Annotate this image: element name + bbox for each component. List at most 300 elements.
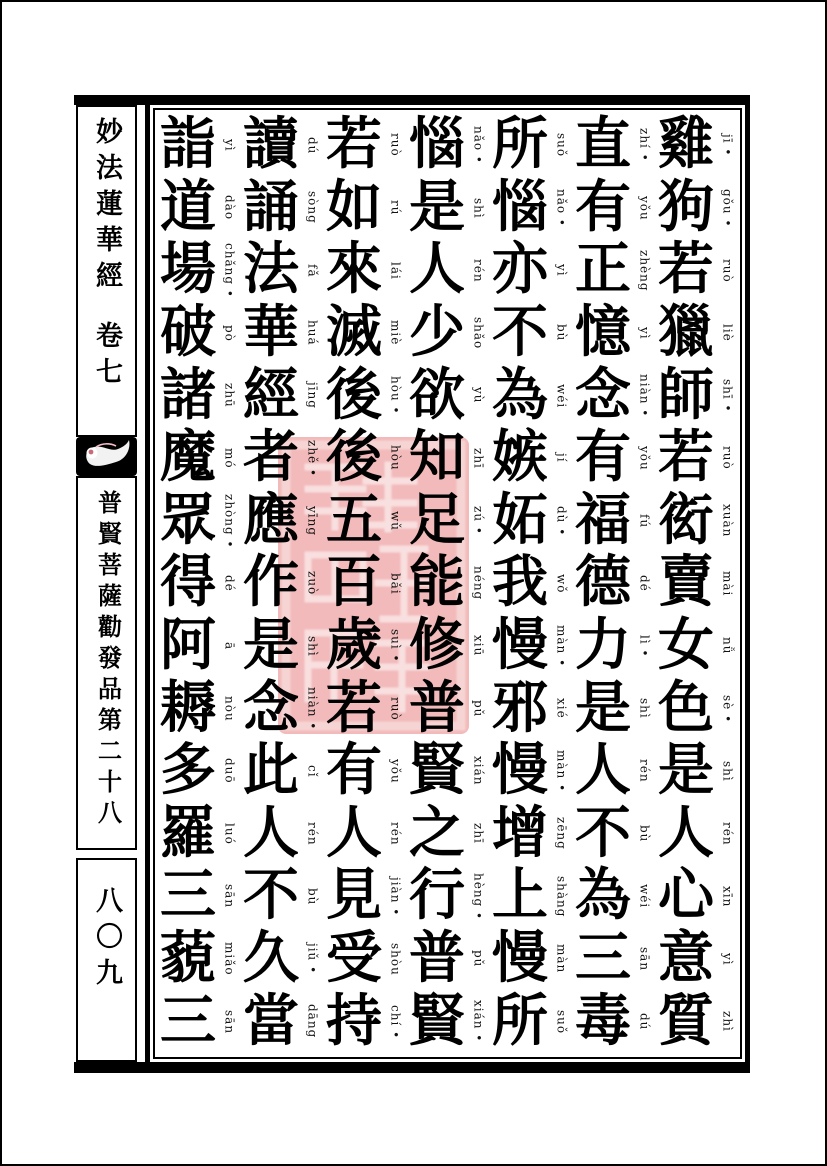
pinyin-annotation: ruò <box>720 258 735 283</box>
char-cell <box>572 803 655 866</box>
char-cell <box>489 865 572 928</box>
char-cell <box>489 552 572 615</box>
pinyin-annotation: dú <box>305 136 320 154</box>
pinyin-annotation: nǎo • <box>554 188 569 227</box>
character: 慢 <box>492 928 548 991</box>
character: 若 <box>658 239 714 302</box>
char-cell <box>157 427 240 490</box>
character: 後 <box>326 364 382 427</box>
character: 經 <box>243 364 299 427</box>
char-cell <box>572 928 655 991</box>
char-cell <box>489 114 572 177</box>
sidebar-title-box <box>76 105 137 437</box>
char-cell <box>655 615 738 678</box>
char-cell <box>323 364 406 427</box>
character: 賢 <box>409 740 465 803</box>
pinyin-annotation: màn <box>554 944 569 974</box>
char-cell <box>157 114 240 177</box>
char-cell <box>323 239 406 302</box>
pinyin-annotation: zhī <box>471 823 486 845</box>
character: 詣 <box>160 114 216 177</box>
char-cell <box>572 114 655 177</box>
character: 五 <box>326 489 382 552</box>
pinyin-annotation: sè • <box>720 694 735 723</box>
char-cell <box>655 677 738 740</box>
character: 亦 <box>492 239 548 302</box>
char-cell <box>572 677 655 740</box>
char-cell <box>157 615 240 678</box>
character: 久 <box>243 928 299 991</box>
character: 直 <box>575 114 631 177</box>
pinyin-annotation: lì • <box>637 634 652 658</box>
character: 為 <box>492 364 548 427</box>
sidebar-chapter-box <box>76 476 137 850</box>
char-cell <box>489 364 572 427</box>
character: 正 <box>575 239 631 302</box>
char-cell <box>157 928 240 991</box>
char-cell <box>489 302 572 365</box>
char-cell <box>655 552 738 615</box>
character: 華 <box>243 302 299 365</box>
character: 少 <box>409 302 465 365</box>
char-cell <box>572 740 655 803</box>
character: 滅 <box>326 302 382 365</box>
char-cell <box>406 740 489 803</box>
pinyin-annotation: pò <box>222 324 237 342</box>
char-cell <box>406 114 489 177</box>
pinyin-annotation: sān <box>222 1009 237 1034</box>
pinyin-annotation: zhī <box>471 447 486 469</box>
character: 嫉 <box>492 427 548 490</box>
character: 上 <box>492 865 548 928</box>
character: 能 <box>409 552 465 615</box>
character: 有 <box>575 427 631 490</box>
text-column <box>655 114 738 1053</box>
character: 法 <box>243 239 299 302</box>
char-cell <box>157 677 240 740</box>
character: 足 <box>409 489 465 552</box>
character: 人 <box>658 802 714 865</box>
char-cell <box>406 490 489 553</box>
pinyin-annotation: shàng <box>554 875 569 918</box>
pinyin-annotation: xuàn <box>720 504 735 538</box>
pinyin-annotation: yì <box>222 138 237 152</box>
pinyin-annotation: rén <box>720 822 735 846</box>
char-cell <box>406 615 489 678</box>
pinyin-annotation: yì <box>554 264 569 277</box>
char-cell <box>157 552 240 615</box>
char-cell <box>406 865 489 928</box>
char-cell <box>323 803 406 866</box>
character: 是 <box>658 740 714 803</box>
pinyin-annotation: pǔ <box>471 699 486 718</box>
pinyin-annotation: fǎ <box>305 263 320 278</box>
character: 狗 <box>658 176 714 239</box>
character: 作 <box>243 552 299 615</box>
character: 妬 <box>492 489 548 552</box>
char-cell <box>406 803 489 866</box>
character: 若 <box>658 427 714 490</box>
character: 念 <box>243 677 299 740</box>
character: 者 <box>243 427 299 490</box>
text-column <box>323 114 406 1053</box>
pinyin-annotation: xiū <box>471 635 486 657</box>
character: 當 <box>243 990 299 1053</box>
pinyin-annotation: hòu <box>388 445 403 472</box>
character: 人 <box>575 740 631 803</box>
char-cell <box>157 865 240 928</box>
pinyin-annotation: gǒu • <box>720 188 735 228</box>
character: 毒 <box>575 990 631 1053</box>
text-column <box>572 114 655 1053</box>
pinyin-annotation: néng <box>471 566 486 601</box>
pinyin-annotation: zhì <box>720 1011 735 1033</box>
char-cell <box>655 928 738 991</box>
char-cell <box>323 865 406 928</box>
pinyin-annotation: chí • <box>388 1004 403 1039</box>
pinyin-annotation: zhū <box>222 383 237 409</box>
character: 場 <box>160 239 216 302</box>
character: 讀 <box>243 114 299 177</box>
pinyin-annotation: rén <box>388 822 403 846</box>
character: 邪 <box>492 677 548 740</box>
character: 人 <box>243 802 299 865</box>
pinyin-annotation: miè <box>388 320 403 346</box>
char-cell <box>655 427 738 490</box>
character: 賢 <box>409 990 465 1053</box>
pinyin-annotation: nǚ <box>720 637 735 655</box>
char-cell <box>572 990 655 1053</box>
char-cell <box>489 928 572 991</box>
char-cell <box>240 740 323 803</box>
character: 所 <box>492 990 548 1053</box>
text-column <box>489 114 572 1053</box>
character: 受 <box>326 928 382 991</box>
character: 獵 <box>658 302 714 365</box>
character: 此 <box>243 740 299 803</box>
pinyin-annotation: màn • <box>554 624 569 668</box>
character: 力 <box>575 615 631 678</box>
char-cell <box>572 302 655 365</box>
character: 福 <box>575 489 631 552</box>
pinyin-annotation: ruò <box>388 133 403 158</box>
character: 賣 <box>658 552 714 615</box>
character: 慢 <box>492 615 548 678</box>
char-cell <box>489 177 572 240</box>
pinyin-annotation: nǎo • <box>471 126 486 165</box>
char-cell <box>157 803 240 866</box>
pinyin-annotation: dé <box>637 575 652 592</box>
character: 質 <box>658 990 714 1053</box>
sidebar-page-number-box <box>76 858 137 1062</box>
pinyin-annotation: zhí • <box>637 128 652 163</box>
character: 意 <box>658 928 714 991</box>
char-cell <box>157 490 240 553</box>
char-cell <box>655 865 738 928</box>
pinyin-annotation: wéi <box>554 383 569 408</box>
char-cell <box>406 552 489 615</box>
char-cell <box>323 928 406 991</box>
pinyin-annotation: rén <box>305 822 320 846</box>
character: 三 <box>160 990 216 1053</box>
pinyin-annotation: ā <box>222 641 237 651</box>
character: 人 <box>409 239 465 302</box>
pinyin-annotation: sòng <box>305 191 320 225</box>
pinyin-annotation: shì <box>471 197 486 219</box>
character: 欲 <box>409 364 465 427</box>
character: 多 <box>160 740 216 803</box>
pinyin-annotation: cǐ <box>305 764 320 778</box>
pinyin-annotation: hèng • <box>471 872 486 920</box>
character: 師 <box>658 364 714 427</box>
character: 衒 <box>658 489 714 552</box>
character: 所 <box>492 114 548 177</box>
character: 慢 <box>492 740 548 803</box>
pinyin-annotation: nòu <box>222 695 237 722</box>
char-cell <box>406 364 489 427</box>
character: 為 <box>575 865 631 928</box>
cloud-swirl-icon <box>76 437 137 476</box>
pinyin-annotation: yù <box>471 387 486 404</box>
character: 魔 <box>160 427 216 490</box>
char-cell <box>489 990 572 1053</box>
pinyin-annotation: miǎo <box>222 942 237 976</box>
pinyin-annotation: rén <box>637 759 652 784</box>
title-text: 妙法蓮華經 <box>92 117 122 297</box>
character: 人 <box>326 802 382 865</box>
char-cell <box>157 740 240 803</box>
char-cell <box>406 177 489 240</box>
pinyin-annotation: ruò <box>720 446 735 471</box>
char-cell <box>157 364 240 427</box>
character: 行 <box>409 865 465 928</box>
char-cell <box>572 615 655 678</box>
character: 念 <box>575 364 631 427</box>
pinyin-annotation: màn • <box>554 750 569 793</box>
char-cell <box>157 302 240 365</box>
inner-border <box>153 108 742 1059</box>
pinyin-annotation: xīn <box>720 885 735 908</box>
pinyin-annotation: yì <box>720 952 735 966</box>
pinyin-annotation: mó <box>222 447 237 469</box>
pinyin-annotation: bù <box>554 324 569 342</box>
character: 增 <box>492 802 548 865</box>
pinyin-annotation: chǎng • <box>222 243 237 298</box>
pinyin-annotation: suì • <box>388 629 403 663</box>
pinyin-annotation: shī • <box>720 378 735 413</box>
pinyin-annotation: hòu • <box>388 376 403 415</box>
pinyin-annotation: yīng <box>305 505 320 536</box>
pinyin-annotation: jiàn • <box>388 876 403 917</box>
char-cell <box>323 114 406 177</box>
pinyin-annotation: shì <box>720 760 735 782</box>
pinyin-annotation: dé <box>222 575 237 592</box>
char-cell <box>157 177 240 240</box>
character: 百 <box>326 552 382 615</box>
char-cell <box>240 114 323 177</box>
char-cell <box>406 239 489 302</box>
character: 普 <box>409 677 465 740</box>
char-cell <box>655 239 738 302</box>
char-cell <box>240 490 323 553</box>
character: 得 <box>160 552 216 615</box>
pinyin-annotation: wéi <box>637 884 652 909</box>
char-cell <box>240 803 323 866</box>
char-cell <box>240 427 323 490</box>
character: 三 <box>160 865 216 928</box>
character: 歲 <box>326 615 382 678</box>
pinyin-annotation: ruò <box>388 696 403 721</box>
pinyin-annotation: zuò <box>305 571 320 596</box>
character: 知 <box>409 427 465 490</box>
character: 阿 <box>160 615 216 678</box>
pinyin-annotation: zēng <box>554 817 569 851</box>
character: 若 <box>326 677 382 740</box>
character: 惱 <box>409 114 465 177</box>
character: 我 <box>492 552 548 615</box>
character: 女 <box>658 615 714 678</box>
pinyin-annotation: yǒu <box>637 195 652 221</box>
char-cell <box>572 364 655 427</box>
pinyin-annotation: xié <box>554 698 569 719</box>
character: 不 <box>575 802 631 865</box>
character: 不 <box>492 302 548 365</box>
pinyin-annotation: yì <box>637 326 652 340</box>
char-cell <box>323 740 406 803</box>
char-cell <box>489 427 572 490</box>
char-cell <box>572 427 655 490</box>
pinyin-annotation: luó <box>222 822 237 845</box>
char-cell <box>323 427 406 490</box>
chapter-title: 普賢菩薩勸發品第二十八 <box>93 490 120 831</box>
char-cell <box>406 928 489 991</box>
pinyin-annotation: bù <box>305 887 320 906</box>
char-cell <box>655 364 738 427</box>
char-cell <box>489 239 572 302</box>
character: 惱 <box>492 176 548 239</box>
text-column <box>240 114 323 1053</box>
pinyin-annotation: lái <box>388 261 403 280</box>
character: 誦 <box>243 176 299 239</box>
text-column <box>406 114 489 1053</box>
char-cell <box>240 615 323 678</box>
pinyin-annotation: fú <box>637 513 652 528</box>
character: 見 <box>326 865 382 928</box>
pinyin-annotation: sān <box>222 884 237 909</box>
pinyin-annotation: duō <box>222 758 237 785</box>
character: 雞 <box>658 114 714 177</box>
text-column <box>157 114 240 1053</box>
char-cell <box>406 677 489 740</box>
pinyin-annotation: zhě • <box>305 439 320 477</box>
pinyin-annotation: shòu <box>388 942 403 976</box>
character: 如 <box>326 176 382 239</box>
char-cell <box>323 552 406 615</box>
character: 有 <box>575 176 631 239</box>
pinyin-annotation: zhèng <box>637 249 652 292</box>
text-columns <box>157 114 738 1053</box>
char-cell <box>406 427 489 490</box>
pinyin-annotation: pǔ <box>471 950 486 968</box>
pinyin-annotation: huá <box>305 320 320 346</box>
pinyin-annotation: dù • <box>554 505 569 537</box>
char-cell <box>572 177 655 240</box>
character: 耨 <box>160 677 216 740</box>
pinyin-annotation: niàn • <box>637 374 652 418</box>
char-cell <box>406 302 489 365</box>
pinyin-annotation: rén <box>471 258 486 283</box>
pinyin-annotation: bù <box>637 825 652 843</box>
character: 色 <box>658 677 714 740</box>
pinyin-annotation: sān <box>637 946 652 972</box>
character: 應 <box>243 489 299 552</box>
char-cell <box>240 552 323 615</box>
character: 羅 <box>160 802 216 865</box>
sutra-title <box>93 117 120 435</box>
volume-label: 卷七 <box>92 321 122 393</box>
pinyin-annotation: mài <box>720 570 735 597</box>
char-cell <box>240 677 323 740</box>
character: 三 <box>575 928 631 991</box>
char-cell <box>323 302 406 365</box>
character: 眾 <box>160 489 216 552</box>
char-cell <box>489 803 572 866</box>
character: 破 <box>160 302 216 365</box>
pinyin-annotation: suǒ <box>554 1009 569 1034</box>
pinyin-annotation: shì <box>305 635 320 657</box>
pinyin-annotation: wǔ <box>388 510 403 531</box>
main-text-frame <box>145 95 750 1073</box>
char-cell <box>323 615 406 678</box>
pinyin-annotation: jiǔ • <box>305 943 320 975</box>
pinyin-annotation: shì <box>637 698 652 719</box>
pinyin-annotation: jī • <box>720 134 735 157</box>
pinyin-annotation: suǒ <box>554 133 569 158</box>
char-cell <box>323 677 406 740</box>
pinyin-annotation: dào <box>222 195 237 221</box>
pinyin-annotation: yǒu <box>637 445 652 471</box>
pinyin-annotation: liè <box>720 324 735 342</box>
character: 不 <box>243 865 299 928</box>
char-cell <box>489 677 572 740</box>
char-cell <box>572 490 655 553</box>
char-cell <box>655 803 738 866</box>
pinyin-annotation: bǎi <box>388 572 403 595</box>
character: 修 <box>409 615 465 678</box>
char-cell <box>655 114 738 177</box>
character: 若 <box>326 114 382 177</box>
character: 持 <box>326 990 382 1053</box>
char-cell <box>572 239 655 302</box>
character: 後 <box>326 427 382 490</box>
character: 之 <box>409 802 465 865</box>
char-cell <box>240 865 323 928</box>
pinyin-annotation: yǒu <box>388 758 403 784</box>
char-cell <box>655 990 738 1053</box>
character: 有 <box>326 740 382 803</box>
page-number: 八〇九 <box>92 886 122 994</box>
char-cell <box>323 990 406 1053</box>
pinyin-annotation: shǎo <box>471 316 486 350</box>
character: 是 <box>575 677 631 740</box>
pinyin-annotation: rú <box>388 200 403 216</box>
char-cell <box>323 177 406 240</box>
char-cell <box>240 177 323 240</box>
char-cell <box>323 490 406 553</box>
cloud-swirl-ornament <box>76 437 137 476</box>
pinyin-annotation: xián • <box>471 1000 486 1043</box>
char-cell <box>240 928 323 991</box>
